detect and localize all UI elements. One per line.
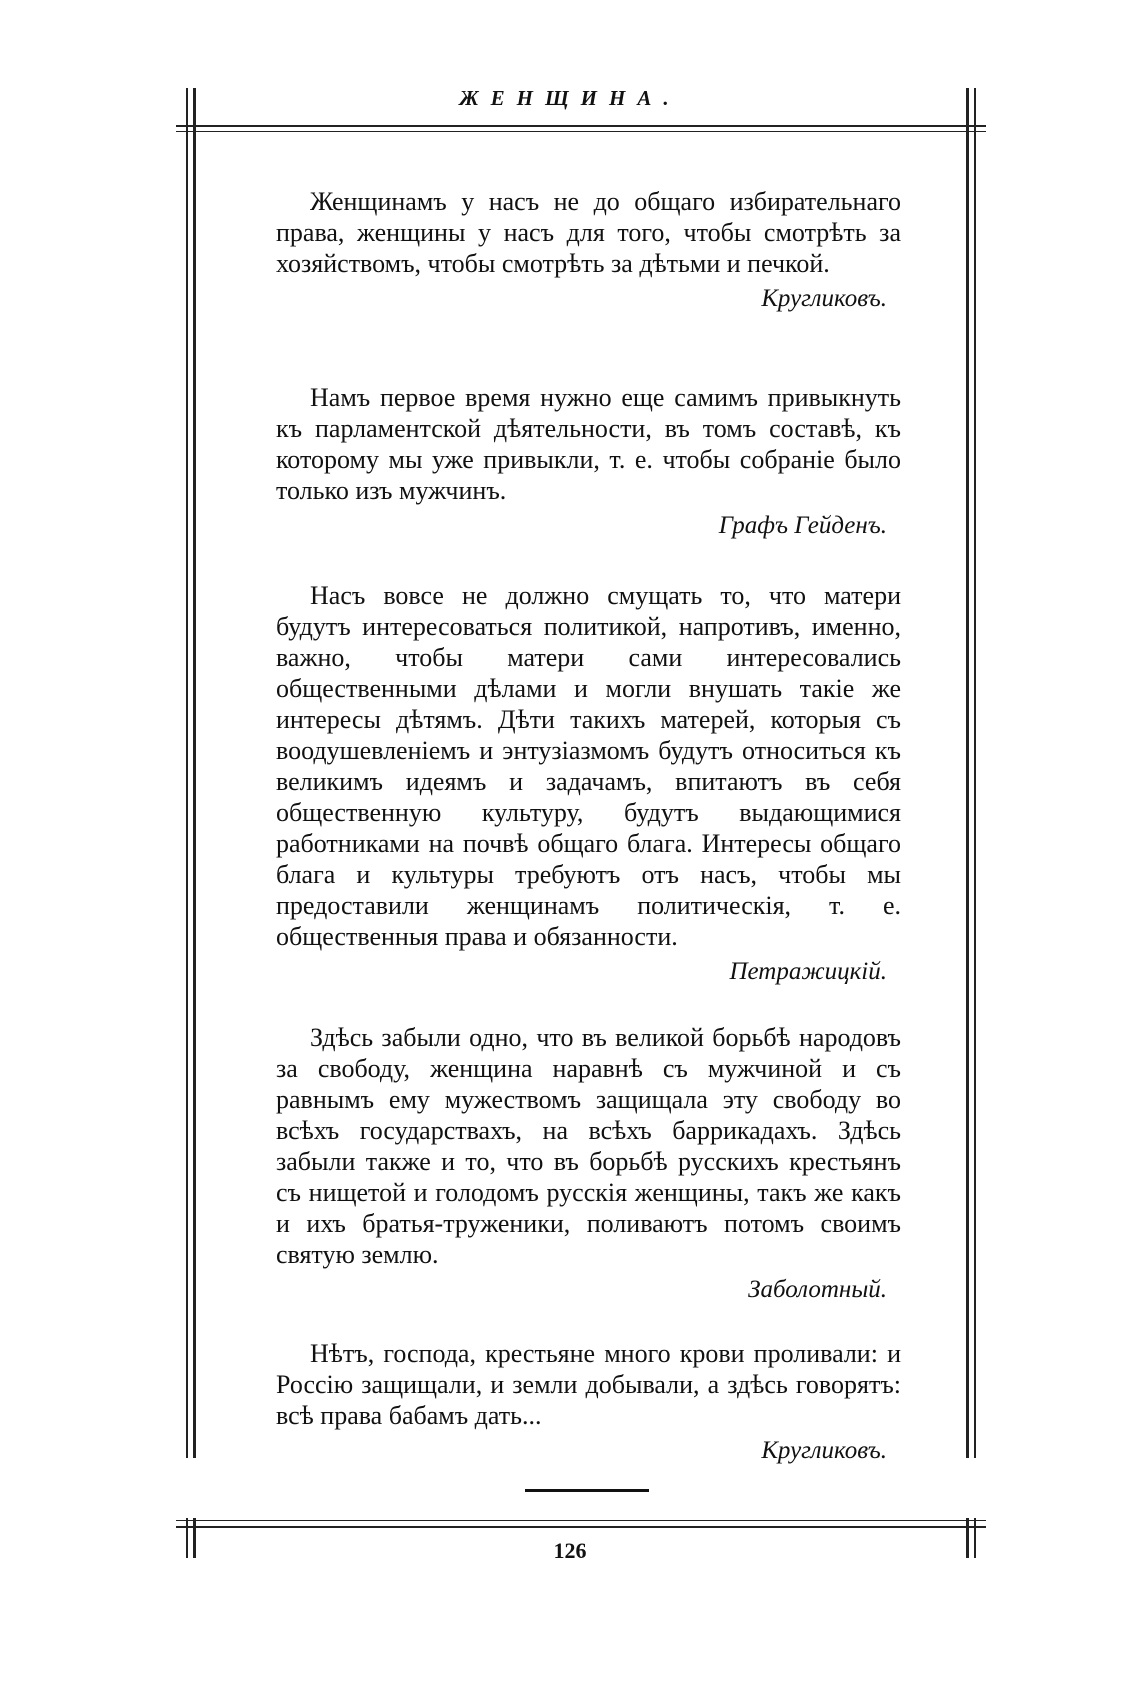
right-border-rule-inner [966,88,969,1458]
left-border-rule-outer [186,88,188,1458]
quote-text: Насъ вовсе не должно смущать то, что матери будутъ интересоваться политикой, напротивъ, именно, важно, чтобы матери сами интересовались общественными дѣлами и могли внушать такіе же интересы дѣтямъ. Дѣти такихъ матерей, которыя съ воодушевленіемъ и энтузіазмомъ будутъ относиться къ великимъ идеямъ и задачамъ, впитаютъ въ себя общественную культуру, будутъ выдающимися работниками на почвѣ общаго блага. Интересы общаго блага и культуры требуютъ отъ насъ, чтобы мы предоставили женщинамъ политическія, т. е. общественныя права и обязанности. [276,581,901,951]
quote-block [276,382,901,541]
running-title: ЖЕНЩИНА. [459,86,681,110]
quote-block [276,186,901,314]
quote-text: Здѣсь забыли одно, что въ великой борьбѣ народовъ за свободу, женщина наравнѣ съ мужчиной и съ равнымъ ему мужествомъ защищала эту свободу во всѣхъ государствахъ, на всѣхъ баррикадахъ. Здѣсь забыли также и то, что въ борьбѣ русскихъ крестьянъ съ нищетой и голодомъ русскія женщины, такъ же какъ и ихъ братья-труженики, поливаютъ потомъ своимъ святую землю. [276,1023,901,1269]
quote-author: Кругликовъ. [761,1437,887,1464]
quote-author: Кругликовъ. [761,285,887,312]
quote-text: Нѣтъ, господа, крестьяне много крови проливали: и Россію защищали, и земли добывали, а здѣсь говорятъ: всѣ права бабамъ дать... [276,1339,901,1430]
bottom-border-rule-2 [176,1526,986,1528]
closing-rule [525,1489,649,1492]
quote-block [276,580,901,987]
left-border-rule-inner [193,88,196,1458]
page-number: 126 [553,1538,587,1563]
quote-author: Заболотный. [748,1276,887,1303]
right-border-rule-outer [974,88,976,1458]
top-border-rule-1 [176,125,986,127]
bottom-border-rule-1 [176,1520,986,1521]
quote-author: Петражицкій. [729,958,887,985]
top-border-rule-2 [176,131,986,132]
quote-author: Графъ Гейденъ. [718,512,887,539]
quote-block [276,1022,901,1305]
quote-block [276,1338,901,1466]
quote-text: Женщинамъ у насъ не до общаго избирательнаго права, женщины у насъ для того, чтобы смотрѣть за хозяйствомъ, чтобы смотрѣть за дѣтьми и печкой. [276,187,901,278]
quote-text: Намъ первое время нужно еще самимъ привыкнуть къ парламентской дѣятельности, въ томъ составѣ, къ которому мы уже привыкли, т. е. чтобы собраніе было только изъ мужчинъ. [276,383,901,505]
